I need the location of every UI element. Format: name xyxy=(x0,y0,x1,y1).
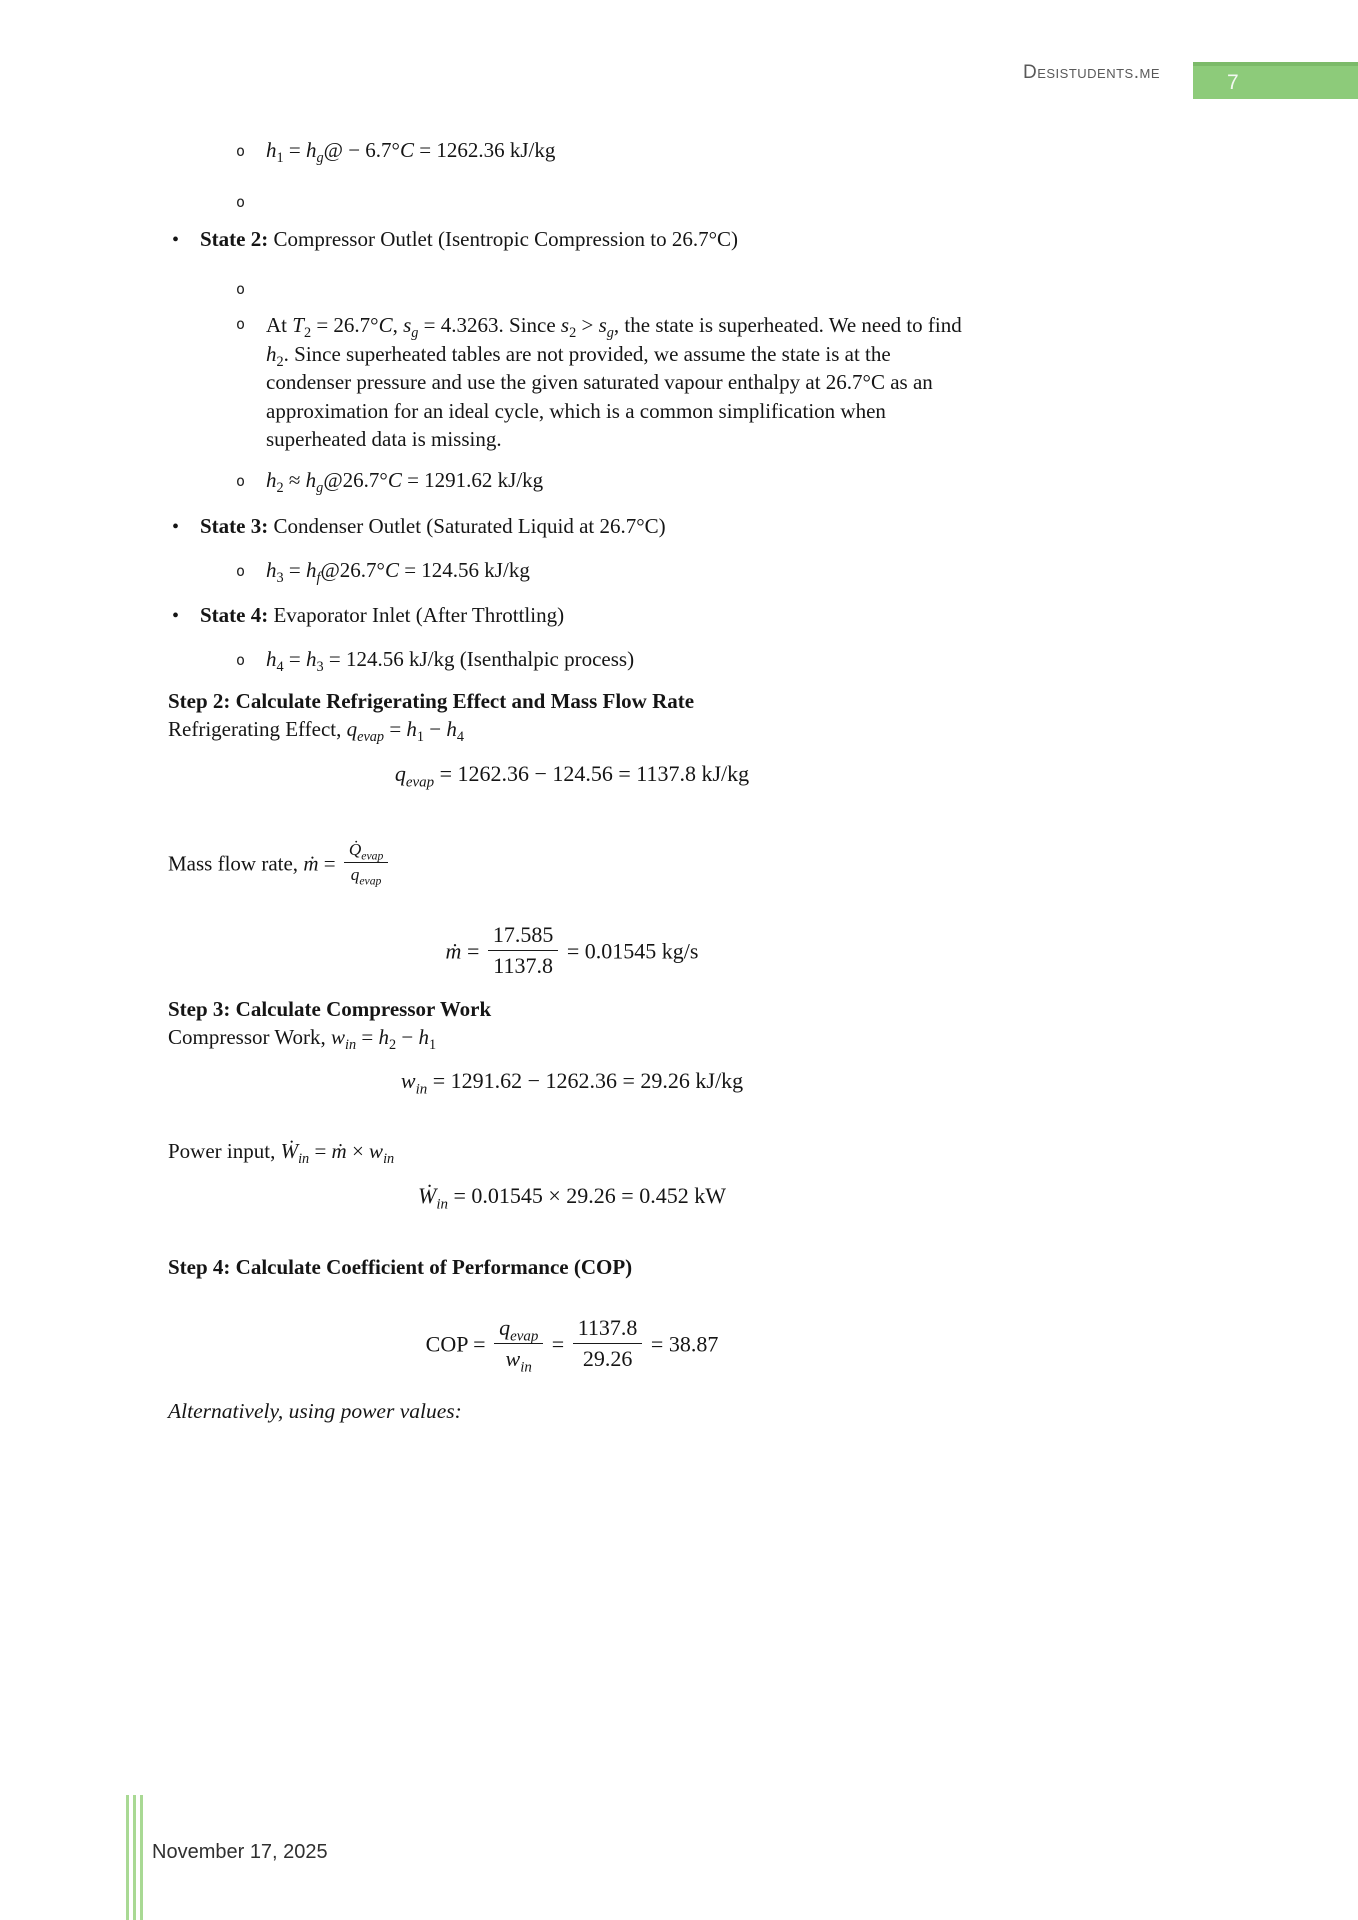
dot-bullet-marker: • xyxy=(172,605,180,627)
equation-qevap: $q_{evap} = 1262.36 - 124.56 = 1137.8$ kJ/kg xyxy=(394,761,750,791)
page-number: 7 xyxy=(1227,71,1239,94)
bullet-state-4 xyxy=(172,603,564,628)
state-2-text: Compressor Outlet (Isentropic Compression to 26.7°C) xyxy=(268,227,738,251)
equation-win: $w_{in} = 1291.62 - 1262.36 = 29.26$ kJ/kg xyxy=(400,1068,744,1098)
dot-bullet-marker: • xyxy=(172,229,180,251)
dot-bullet-marker: • xyxy=(172,516,180,538)
equation-h3-text: $h_3$ = $h_f@26.7^\circ C = 124.56$ kJ/kg xyxy=(266,558,530,587)
refrigerating-effect-line: Refrigerating Effect, $q_{evap} = h_1 - h_4$ xyxy=(168,717,465,746)
step-4-heading: Step 4: Calculate Coefficient of Performance (COP) xyxy=(168,1255,633,1279)
compressor-work-line: Compressor Work, $w_{in} = h_2 - h_1$ xyxy=(168,1025,437,1054)
state-3-text: Condenser Outlet (Saturated Liquid at 26.7°C) xyxy=(268,514,666,538)
circle-bullet-marker: o xyxy=(236,315,246,333)
equation-mdot: ṁ = $\frac{17.585}{1137.8}$ = 0.01545 kg/s xyxy=(445,922,699,978)
mass-flow-rate-line: Mass flow rate, ṁ = $\frac{Q̇_{evap}}{q_{evap}}$ xyxy=(168,843,391,888)
page-number-box xyxy=(1193,62,1358,99)
equation-h2 xyxy=(236,468,544,497)
footer-decoration-lines xyxy=(126,1795,148,1920)
equation-h4-text: $h_4 = h_3 = 124.56$ kJ/kg (Isenthalpic process) xyxy=(266,647,635,676)
footer-date: November 17, 2025 xyxy=(152,1841,328,1863)
circle-bullet-marker: o xyxy=(236,193,246,211)
equation-h1 xyxy=(236,138,556,167)
circle-bullet-marker: o xyxy=(236,472,246,490)
equation-h4 xyxy=(236,647,635,676)
circle-bullet-marker: o xyxy=(236,280,246,298)
circle-bullet-marker: o xyxy=(236,142,246,160)
power-input-line: Power input, Ẇ$_{in}$ = ṁ × $w_{in}$ xyxy=(168,1139,395,1168)
paragraph-state-2 xyxy=(236,311,978,454)
empty-sub-bullet-2 xyxy=(236,276,266,301)
equation-h2-text: $h_2$ ≈ $h_g@26.7^\circ C = 1291.62$ kJ/kg xyxy=(266,468,544,497)
step-3-heading: Step 3: Calculate Compressor Work xyxy=(168,997,492,1021)
equation-Win-power: Ẇ$_{in}$ = 0.01545 × 29.26 = 0.452 kW xyxy=(418,1183,726,1213)
circle-bullet-marker: o xyxy=(236,651,246,669)
circle-bullet-marker: o xyxy=(236,562,246,580)
bullet-state-2 xyxy=(172,227,738,252)
paragraph-state-2-text: At $T_2 = 26.7^\circ C$, $s_g = 4.3263$. Since $s_2 > s_g$, the state is superheated. We need to find $h_2$. Since superheated tables are not provided, we assume the state is at the condenser pressure and use the given saturated vapour enthalpy at 26.7°C as an approximation for an ideal cycle, which is a common simplification when superheated data is missing. xyxy=(266,313,962,451)
empty-sub-bullet-1 xyxy=(236,189,266,214)
equation-h3 xyxy=(236,558,530,587)
state-2-label: State 2: xyxy=(200,227,269,251)
state-3-label: State 3: xyxy=(200,514,269,538)
equation-cop: COP = $\frac{q_{evap}}{w_{in}}$ = $\frac{1137.8}{29.26}$ = 38.87 xyxy=(425,1315,719,1376)
equation-h1-text: $h_1$ = $h_g@ - 6.7^\circ C = 1262.36$ kJ/kg xyxy=(266,138,556,167)
header-site-name: Desistudents.me xyxy=(1022,62,1160,83)
step-2-heading: Step 2: Calculate Refrigerating Effect and Mass Flow Rate xyxy=(168,689,695,713)
bullet-state-3 xyxy=(172,514,666,539)
alternatively-line: Alternatively, using power values: xyxy=(168,1399,462,1423)
state-4-label: State 4: xyxy=(200,603,269,627)
state-4-text: Evaporator Inlet (After Throttling) xyxy=(268,603,565,627)
